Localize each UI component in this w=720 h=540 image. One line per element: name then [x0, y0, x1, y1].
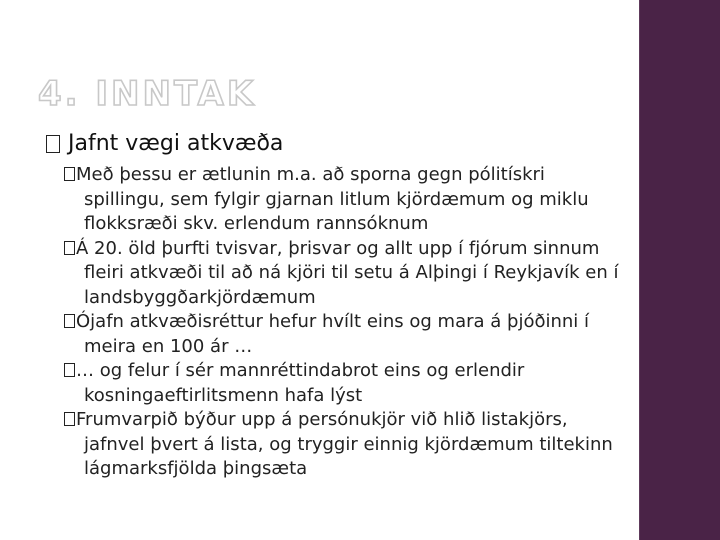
list-item-text: Á 20. öld þurfti tvisvar, þrisvar og allt upp í fjórum sinnum fleiri atkvæði til að ná kjöri til setu á Alþingi í Reykjavík en í landsbyggðarkjördæmum	[76, 237, 619, 308]
list-item	[64, 237, 624, 311]
list-item-text: eins og erlendir kosningaeftirlitsmenn hafa lýst	[84, 360, 525, 406]
main-bullet	[46, 130, 283, 158]
main-bullet-text: Jafnt vægi atkvæða	[68, 131, 284, 156]
list-item	[64, 408, 624, 482]
highlighted-term: mannréttindabrot	[219, 360, 379, 381]
list-item-text: Frumvarpið býður upp á persónukjör við hlið listakjörs, jafnvel þvert á lista, og tryggir einnig kjördæmum tiltekinn lágmarksfjölda þingsæta	[76, 409, 613, 479]
bullet-box-icon	[64, 241, 75, 255]
bullet-box-icon	[46, 135, 60, 153]
list-item	[64, 163, 624, 237]
list-item	[64, 359, 624, 408]
bullet-box-icon	[64, 363, 75, 377]
list-item	[64, 310, 624, 359]
list-item-text: Ójafn atkvæðisréttur hefur hvílt eins og mara á þjóðinni í meira en 100 ár …	[76, 311, 590, 357]
slide-title: 4. INNTAK	[38, 74, 257, 114]
list-item-text: Með þessu er ætlunin m.a. að sporna gegn pólitískri spillingu, sem fylgir gjarnan litlum kjördæmum og miklu flokksræði skv. erlendum rannsóknum	[76, 164, 589, 234]
bullet-box-icon	[64, 167, 75, 181]
decorative-sidebar	[640, 0, 720, 540]
sub-bullet-list	[64, 163, 624, 482]
bullet-box-icon	[64, 314, 75, 328]
bullet-box-icon	[64, 412, 75, 426]
list-item-text: … og felur í sér	[76, 360, 220, 381]
